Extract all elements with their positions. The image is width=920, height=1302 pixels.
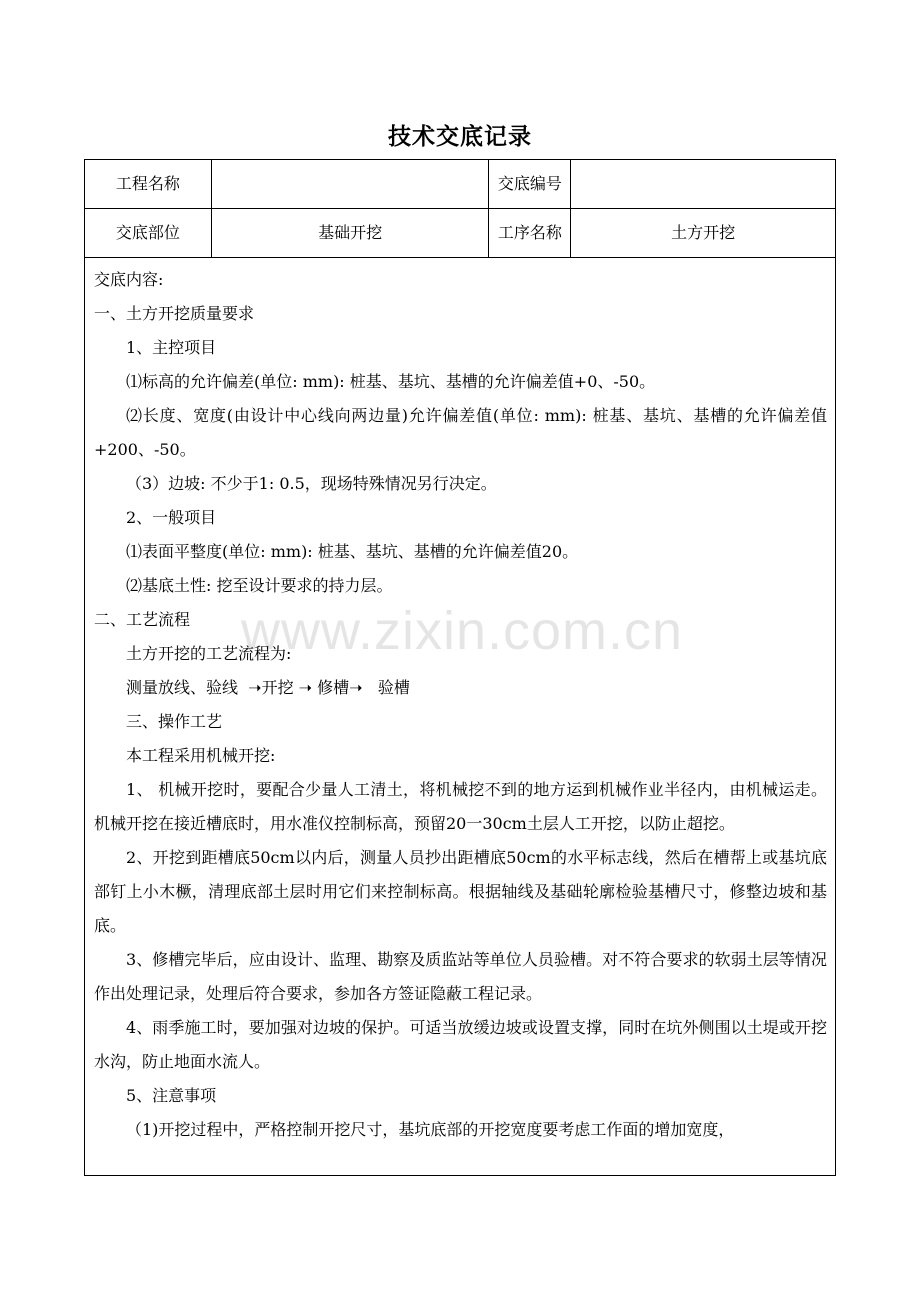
paragraph: 4、雨季施工时，要加强对边坡的保护。可适当放缓边坡或设置支撑，同时在坑外侧围以土堤或开挖水沟，防止地面水流人。 <box>94 1018 827 1071</box>
section-heading: 二、工艺流程 <box>94 610 191 629</box>
paragraph: ⑵长度、宽度(由设计中心线向两边量)允许偏差值(单位: mm): 桩基、基坑、基槽的允许偏差值+200、-50。 <box>94 406 827 459</box>
header-row-1 <box>85 160 836 209</box>
section-heading: 三、操作工艺 <box>126 712 223 731</box>
disclosure-content <box>84 257 836 1176</box>
procedure-label: 工序名称 <box>489 209 571 258</box>
header-row-2 <box>85 209 836 258</box>
paragraph: 土方开挖的工艺流程为: <box>126 644 292 663</box>
paragraph: （3）边坡: 不少于1: 0.5，现场特殊情况另行决定。 <box>126 474 497 493</box>
paragraph: （1)开挖过程中，严格控制开挖尺寸，基坑底部的开挖宽度要考虑工作面的增加宽度， <box>126 1120 735 1139</box>
paragraph: 1、 机械开挖时，要配合少量人工清土，将机械挖不到的地方运到机械作业半径内，由机械运走。机械开挖在接近槽底时，用水准仪控制标高，预留20一30cm土层人工开挖，以防止超挖。 <box>94 780 827 833</box>
paragraph: 本工程采用机械开挖: <box>126 746 276 765</box>
process-flow: 测量放线、验线 ➝开挖 ➝ 修槽➝ 验槽 <box>126 678 410 697</box>
procedure-value: 土方开挖 <box>571 209 836 258</box>
paragraph: 3、修槽完毕后，应由设计、监理、勘察及质监站等单位人员验槽。对不符合要求的软弱土层等情况作出处理记录，处理后符合要求，参加各方签证隐蔽工程记录。 <box>94 950 827 1003</box>
location-label: 交底部位 <box>85 209 212 258</box>
paragraph: ⑵基底土性: 挖至设计要求的持力层。 <box>126 576 393 595</box>
page-title: 技术交底记录 <box>388 123 532 150</box>
paragraph: ⑴表面平整度(单位: mm): 桩基、基坑、基槽的允许偏差值20。 <box>126 542 579 561</box>
paragraph: ⑴标高的允许偏差(单位: mm): 桩基、基坑、基槽的允许偏差值+0、-50。 <box>126 372 656 391</box>
subsection-heading: 5、注意事项 <box>126 1086 217 1105</box>
paragraph: 2、开挖到距槽底50cm以内后，测量人员抄出距槽底50cm的水平标志线，然后在槽帮上或基坑底部钉上小木橛，清理底部土层时用它们来控制标高。根据轴线及基础轮廓检验基槽尺寸，修整边坡和基底。 <box>94 848 827 935</box>
disclosure-no-label: 交底编号 <box>489 160 571 209</box>
content-heading: 交底内容: <box>94 270 164 289</box>
watermark: www.zixin.com.cn <box>240 601 684 661</box>
location-value: 基础开挖 <box>211 209 489 258</box>
subsection-heading: 2、一般项目 <box>126 508 217 527</box>
header-table <box>84 159 836 258</box>
project-name-label: 工程名称 <box>85 160 212 209</box>
subsection-heading: 1、主控项目 <box>126 338 217 357</box>
section-heading: 一、土方开挖质量要求 <box>94 304 255 323</box>
project-name-value <box>211 160 489 209</box>
disclosure-no-value <box>571 160 836 209</box>
